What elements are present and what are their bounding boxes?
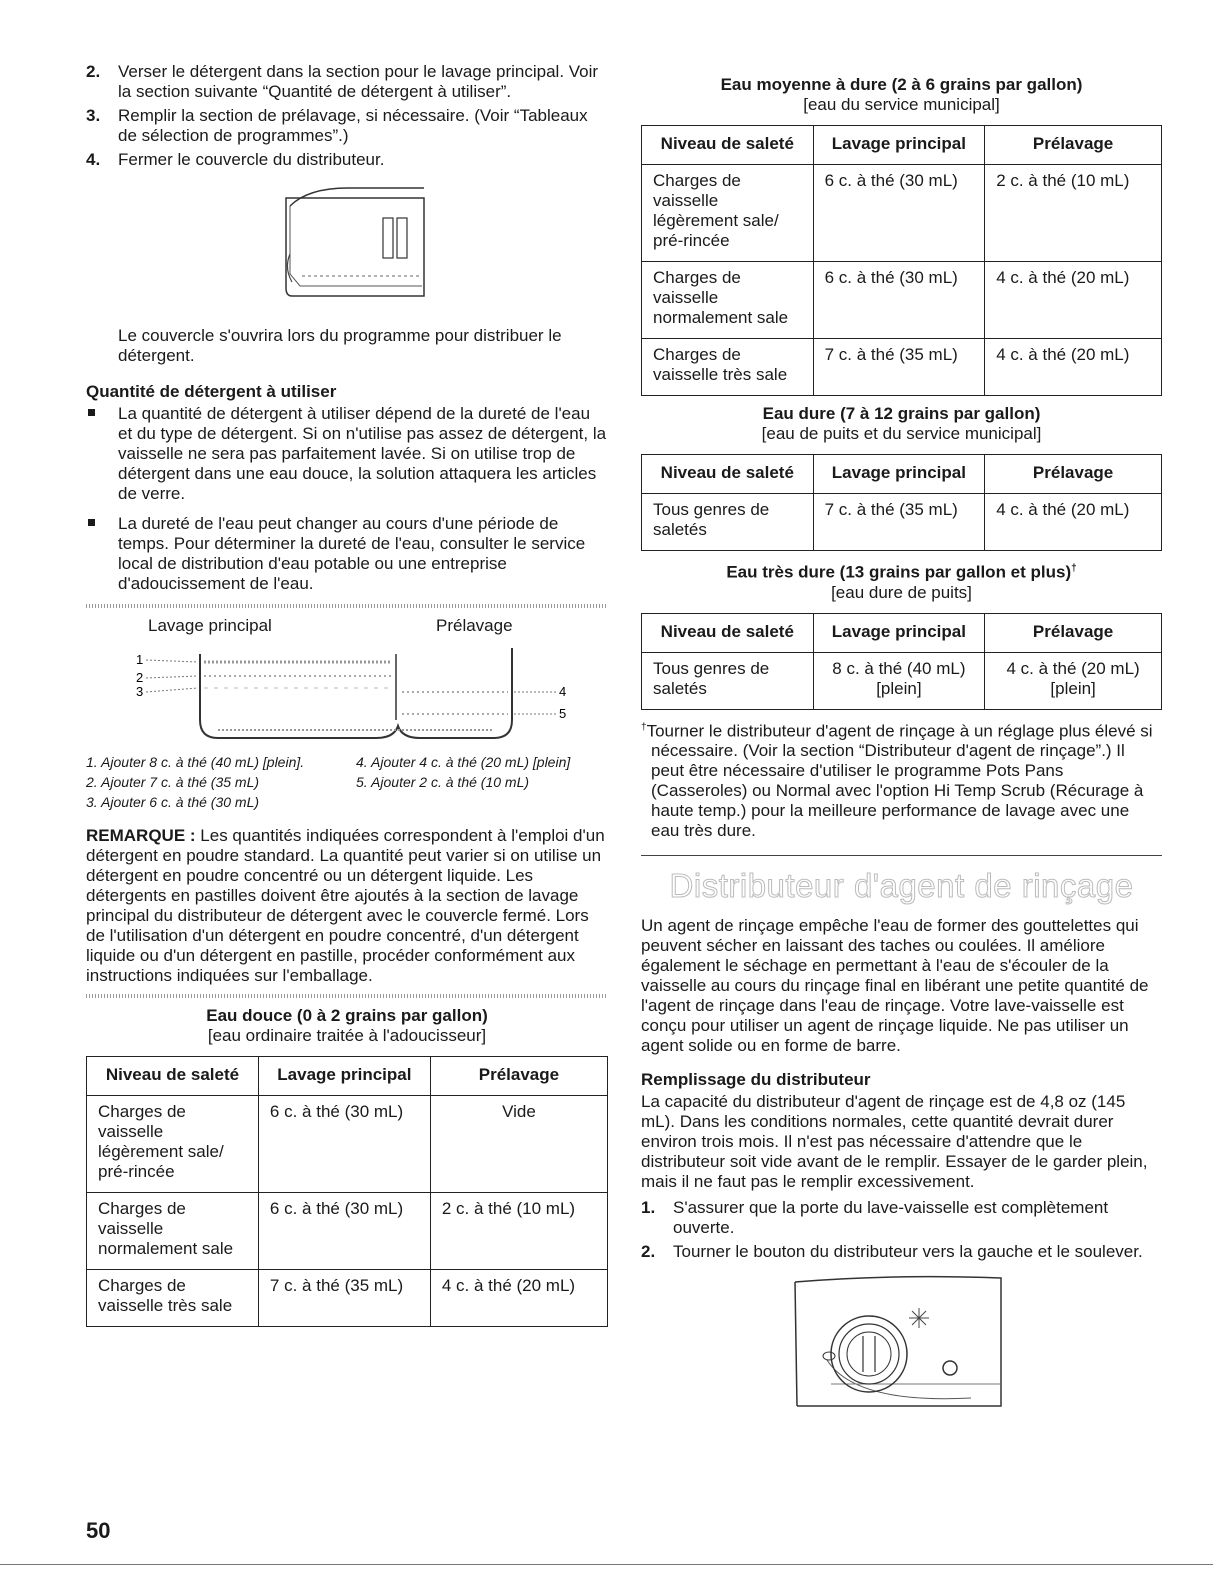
- table-hard-subtitle: [eau de puits et du service municipal]: [761, 424, 1042, 443]
- right-column: [641, 75, 1162, 1414]
- col-header: Niveau de saleté: [642, 455, 814, 494]
- table-cell: 7 c. à thé (35 mL): [813, 339, 985, 396]
- hatched-divider: [86, 604, 608, 608]
- table-soft-water: [86, 1056, 608, 1327]
- col-header: Prélavage: [985, 126, 1162, 165]
- table-medium-water: [641, 125, 1162, 396]
- table-cell: 6 c. à thé (30 mL): [258, 1096, 430, 1193]
- table-header-row: [642, 126, 1162, 165]
- remark-paragraph: REMARQUE : Les quantités indiquées correspondent à l'emploi d'un détergent en poudre standard. La quantité peut varier si on utilise un détergent en poudre concentré ou un détergent liquide. Les détergents en pastilles doivent être ajoutés à la section de lavage principal du distributeur de détergent avec le couvercle fermé. Lors de l'utilisation d'un détergent en poudre concentré, d'un détergent liquide ou d'un détergent en pastille, procéder conformément aux instructions indiquées sur l'emballage.: [86, 826, 605, 985]
- diagram-note: 2. Ajouter 7 c. à thé (35 mL): [86, 774, 260, 790]
- table-very-hard-title: Eau très dure (13 grains par gallon et plus)†: [726, 562, 1077, 582]
- table-cell: Vide: [430, 1096, 607, 1193]
- table-row: [87, 1096, 608, 1193]
- dispenser-lid-illustration: [86, 184, 608, 314]
- table-cell: 2 c. à thé (10 mL): [985, 165, 1162, 262]
- bullet-item: La quantité de détergent à utiliser dépend de la dureté de l'eau et du type de détergent. Si on n'utilise pas assez de détergent, la vaisselle ne sera pas parfaitement lavée. Si on utilise trop de détergent dans une eau douce, la solution attaquera les articles de verre.: [86, 404, 608, 504]
- table-cell: 4 c. à thé (20 mL): [985, 262, 1162, 339]
- dagger-mark: †: [1071, 563, 1077, 574]
- table-medium-title: Eau moyenne à dure (2 à 6 grains par gallon): [720, 75, 1083, 94]
- quantity-bullets: [86, 404, 608, 594]
- table-header-row: [87, 1057, 608, 1096]
- table-cell: 4 c. à thé (20 mL): [985, 339, 1162, 396]
- table-cell: 4 c. à thé (20 mL): [985, 494, 1162, 551]
- table-header-row: [642, 613, 1162, 652]
- table-cell: Charges de vaisselle légèrement sale/ pré-rincée: [642, 165, 814, 262]
- table-soft-title: Eau douce (0 à 2 grains par gallon): [206, 1006, 488, 1025]
- rinse-steps: [641, 1198, 1162, 1262]
- table-cell: Charges de vaisselle normalement sale: [642, 262, 814, 339]
- marker-5: 5: [559, 706, 567, 721]
- table-cell: 6 c. à thé (30 mL): [813, 262, 985, 339]
- marker-1: 1: [136, 652, 144, 667]
- step-item: 2. Tourner le bouton du distributeur vers la gauche et le soulever.: [641, 1242, 1143, 1262]
- bullet-item: La dureté de l'eau peut changer au cours d'une période de temps. Pour déterminer la dureté de l'eau, consulter le service local de distribution d'eau potable ou une entreprise d'adoucissement de l'eau.: [86, 514, 608, 594]
- marker-2: 2: [136, 670, 144, 685]
- table-very-hard-water: [641, 613, 1162, 710]
- col-header: Niveau de saleté: [642, 126, 814, 165]
- quantity-heading: Quantité de détergent à utiliser: [86, 382, 337, 401]
- diagram-labels: [148, 616, 608, 636]
- remark-label: REMARQUE :: [86, 826, 196, 845]
- table-cell: Charges de vaisselle très sale: [642, 339, 814, 396]
- bottom-rule: [0, 1564, 1213, 1565]
- step-item: 4. Fermer le couvercle du distributeur.: [86, 150, 385, 169]
- col-header: Prélavage: [985, 455, 1162, 494]
- table-cell: Tous genres de saletés: [642, 494, 814, 551]
- table-cell: 2 c. à thé (10 mL): [430, 1193, 607, 1270]
- table-row: [642, 652, 1162, 709]
- label-prewash: Prélavage: [436, 616, 513, 635]
- table-hard-water: [641, 454, 1162, 551]
- table-cell: 8 c. à thé (40 mL) [plein]: [813, 652, 985, 709]
- table-cell: 6 c. à thé (30 mL): [813, 165, 985, 262]
- col-header: Lavage principal: [813, 613, 985, 652]
- table-cell: 4 c. à thé (20 mL): [430, 1270, 607, 1327]
- sparkle-icon: [909, 1308, 929, 1328]
- col-header: Prélavage: [985, 613, 1162, 652]
- diagram-notes: [86, 754, 608, 814]
- footnote: †Tourner le distributeur d'agent de rinçage à un réglage plus élevé si nécessaire. (Voir la section “Distributeur d'agent de rinçage”.) Il peut être nécessaire d'utiliser le programme Pots Pans (Casseroles) ou Normal avec l'option Hi Temp Scrub (Récurage à haute temp.) pour la meilleure performance de lavage avec une eau très dure.: [641, 721, 1153, 841]
- detergent-cup-diagram: [86, 640, 608, 750]
- table-row: [87, 1193, 608, 1270]
- col-header: Lavage principal: [813, 126, 985, 165]
- dagger-mark: †: [641, 721, 647, 733]
- table-very-hard-subtitle: [eau dure de puits]: [831, 582, 972, 602]
- hatched-divider: [86, 994, 608, 998]
- table-cell: 7 c. à thé (35 mL): [813, 494, 985, 551]
- table-cell: Charges de vaisselle légèrement sale/ pré-rincée: [87, 1096, 259, 1193]
- diagram-note: 1. Ajouter 8 c. à thé (40 mL) [plein].: [86, 754, 305, 770]
- col-header: Niveau de saleté: [642, 613, 814, 652]
- col-header: Lavage principal: [813, 455, 985, 494]
- section-rule: [641, 855, 1162, 856]
- diagram-note: 4. Ajouter 4 c. à thé (20 mL) [plein]: [356, 754, 571, 770]
- step-item: 3. Remplir la section de prélavage, si nécessaire. (Voir “Tableaux de sélection de programmes”.): [86, 106, 588, 145]
- table-cell: 4 c. à thé (20 mL) [plein]: [985, 652, 1162, 709]
- table-header-row: [642, 455, 1162, 494]
- table-cell: Tous genres de saletés: [642, 652, 814, 709]
- table-cell: 7 c. à thé (35 mL): [258, 1270, 430, 1327]
- page-number: 50: [86, 1518, 111, 1543]
- step-item: 2. Verser le détergent dans la section pour le lavage principal. Voir la section suivante “Quantité de détergent à utiliser”.: [86, 62, 599, 101]
- table-cell: Charges de vaisselle très sale: [87, 1270, 259, 1327]
- fill-text: La capacité du distributeur d'agent de rinçage est de 4,8 oz (145 mL). Dans les conditions normales, cette quantité devrait durer environ trois mois. Il n'est pas nécessaire d'attendre que le distributeur soit vide avant de le remplir. Essayer de le garder plein, mais il ne faut pas le remplir excessivement.: [641, 1092, 1148, 1192]
- left-column: [86, 62, 608, 1335]
- rinse-intro: Un agent de rinçage empêche l'eau de former des gouttelettes qui peuvent sécher en laissant des taches ou coulées. Il améliore également le séchage en permettant à l'eau de s'écouler de la vaisselle au cours du rinçage final en libérant une petite quantité de l'agent de rinçage dans l'eau de rinçage. Votre lave-vaisselle est conçu pour utiliser un agent de rinçage liquide. Ne pas utiliser un agent solide ou en forme de barre.: [641, 916, 1149, 1056]
- instruction-steps: [86, 62, 608, 170]
- fill-heading: Remplissage du distributeur: [641, 1070, 871, 1090]
- table-hard-title: Eau dure (7 à 12 grains par gallon): [762, 404, 1041, 423]
- label-main-wash: Lavage principal: [148, 616, 272, 635]
- table-row: [642, 494, 1162, 551]
- step-item: 1. S'assurer que la porte du lave-vaisselle est complètement ouverte.: [641, 1198, 1109, 1238]
- table-row: [642, 165, 1162, 262]
- table-cell: 6 c. à thé (30 mL): [258, 1193, 430, 1270]
- table-medium-subtitle: [eau du service municipal]: [803, 95, 1000, 114]
- lid-caption: Le couvercle s'ouvrira lors du programme pour distribuer le détergent.: [118, 326, 562, 365]
- marker-3: 3: [136, 684, 144, 699]
- diagram-note: 3. Ajouter 6 c. à thé (30 mL): [86, 794, 260, 810]
- rinse-dispenser-illustration: [641, 1274, 1162, 1414]
- marker-4: 4: [559, 684, 567, 699]
- col-header: Prélavage: [430, 1057, 607, 1096]
- col-header: Niveau de saleté: [87, 1057, 259, 1096]
- diagram-note: 5. Ajouter 2 c. à thé (10 mL): [356, 774, 530, 790]
- table-soft-subtitle: [eau ordinaire traitée à l'adoucisseur]: [207, 1026, 487, 1045]
- table-row: [642, 262, 1162, 339]
- table-row: [642, 339, 1162, 396]
- rinse-section-title: Distributeur d'agent de rinçage: [669, 867, 1134, 905]
- col-header: Lavage principal: [258, 1057, 430, 1096]
- table-row: [87, 1270, 608, 1327]
- table-cell: Charges de vaisselle normalement sale: [87, 1193, 259, 1270]
